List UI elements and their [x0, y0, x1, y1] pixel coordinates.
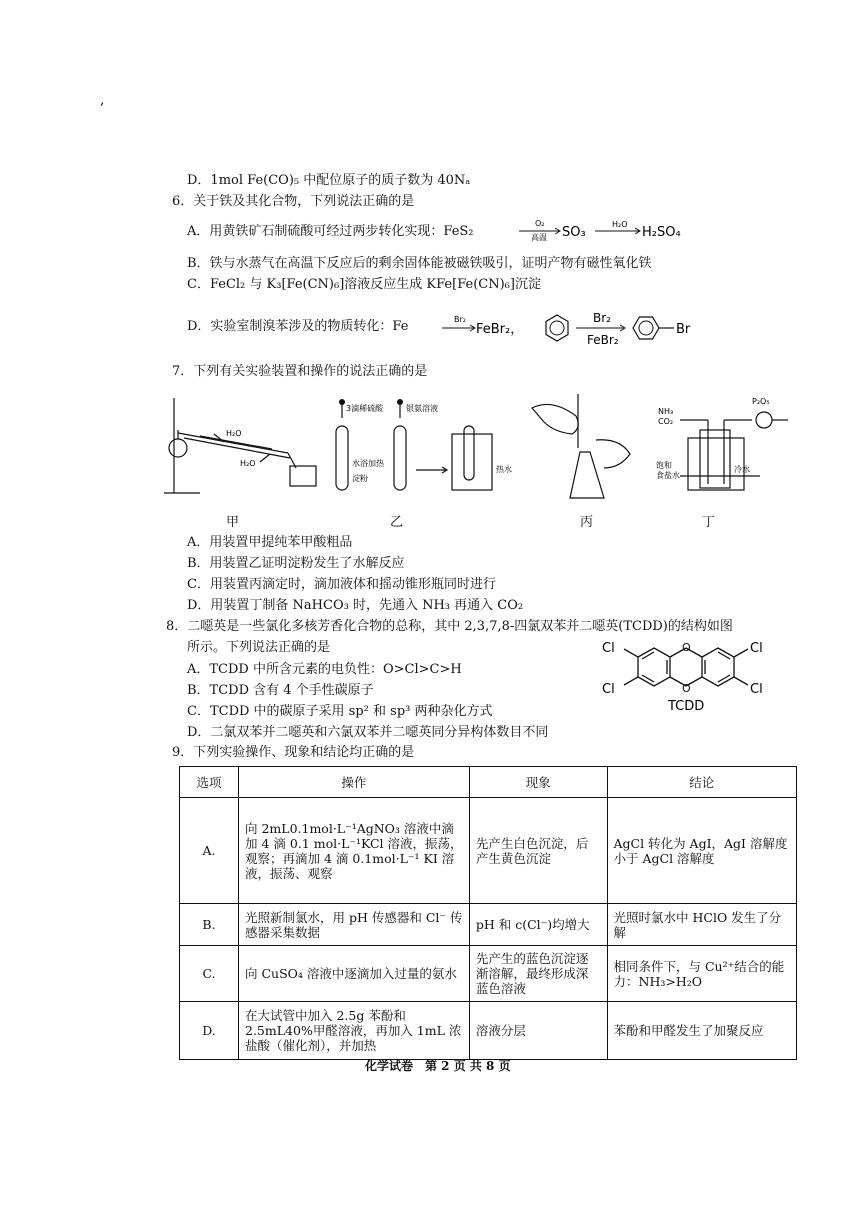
- tcdd-label: TCDD: [668, 699, 705, 714]
- ding-nh3: NH₃: [658, 407, 674, 416]
- q7-stem: 7．下列有关实验装置和操作的说法正确的是: [172, 364, 428, 379]
- cell-option: B.: [180, 904, 239, 946]
- d-arrow2-bottom: FeBr₂: [587, 333, 619, 347]
- ding-sat1: 饱和: [656, 461, 672, 470]
- cell-phenomenon: pH 和 c(Cl⁻)均增大: [469, 904, 607, 946]
- ding-cold-water: 冷水: [734, 465, 750, 474]
- bromobenzene-icon: [633, 317, 674, 339]
- svg-text:O: O: [682, 641, 691, 654]
- cl-4: Cl: [750, 682, 763, 697]
- dropper-icon-2: [397, 399, 403, 405]
- dropper-icon: [339, 399, 345, 405]
- ding-sat2: 食盐水: [656, 471, 680, 480]
- page-footer: 化学试卷 第 2 页 共 8 页: [365, 1059, 511, 1073]
- cell-conclusion: 苯酚和甲醛发生了加聚反应: [607, 1002, 796, 1060]
- cell-operation: 光照新制氯水，用 pH 传感器和 Cl⁻ 传感器采集数据: [239, 904, 470, 946]
- q8-option-d: D．二氯双苯并二噁英和六氯双苯并二噁英同分异构体数目不同: [187, 725, 549, 740]
- table-header-row: [180, 767, 797, 798]
- q6-option-a-text: A．用黄铁矿石制硫酸可经过两步转化实现：FeS₂: [187, 224, 474, 239]
- ding-co2: CO₂: [658, 417, 674, 426]
- q7-option-b: B．用装置乙证明淀粉发生了水解反应: [187, 556, 405, 571]
- q6-option-c: C．FeCl₂ 与 K₃[Fe(CN)₆]溶液反应生成 KFe[Fe(CN)₆]沉淀: [187, 277, 541, 292]
- d-arrow2-top: Br₂: [593, 311, 611, 325]
- label-jia: 甲: [226, 515, 240, 530]
- stray-mark: ,: [100, 92, 105, 108]
- tcdd-structure: [596, 636, 796, 716]
- yi-starch: 淀粉: [352, 474, 368, 483]
- svg-text:O: O: [682, 682, 691, 695]
- cell-operation: 在大试管中加入 2.5g 苯酚和 2.5mL40%甲醛溶液，再加入 1mL 浓盐酸（催化剂），并加热: [239, 1002, 470, 1060]
- arrow1-bottom: 高温: [531, 233, 547, 242]
- yi-water-bath: 水浴加热: [352, 459, 384, 468]
- label-yi: 乙: [390, 515, 404, 530]
- cell-phenomenon: 先产生的蓝色沉淀逐渐溶解，最终形成深蓝色溶液: [469, 946, 607, 1002]
- q7-option-d: D．用装置丁制备 NaHCO₃ 时，先通入 NH₃ 再通入 CO₂: [187, 598, 524, 613]
- q7-option-c: C．用装置丙滴定时，滴加液体和摇动锥形瓶同时进行: [187, 577, 496, 592]
- febr2: FeBr₂，: [476, 322, 524, 337]
- so3: SO₃: [562, 225, 586, 240]
- table-row: [180, 946, 797, 1002]
- cell-conclusion: AgCl 转化为 AgI，AgI 溶解度小于 AgCl 溶解度: [607, 798, 796, 904]
- table-row: [180, 798, 797, 904]
- h2so4: H₂SO₄: [642, 225, 681, 240]
- cl-3: Cl: [750, 641, 763, 656]
- q8-option-c: C．TCDD 中的碳原子采用 sp² 和 sp³ 两种杂化方式: [187, 704, 493, 719]
- q6-option-d-scheme: [440, 300, 720, 352]
- jia-h2o-top: H₂O: [226, 429, 242, 438]
- yi-silver-ammonia: 银氨溶液: [406, 404, 438, 413]
- d-arrow1-top: Br₂: [454, 315, 466, 324]
- cell-conclusion: 相同条件下，与 Cu²⁺结合的能力：NH₃>H₂O: [607, 946, 796, 1002]
- header-operation: 操作: [239, 767, 470, 798]
- cell-option: A.: [180, 798, 239, 904]
- cell-phenomenon: 先产生白色沉淀，后产生黄色沉淀: [469, 798, 607, 904]
- br-label: Br: [676, 322, 691, 337]
- apparatus-bing: [532, 394, 630, 498]
- cl-1: Cl: [602, 641, 615, 656]
- yi-dilute-acid: 3滴稀硫酸: [346, 404, 384, 413]
- header-phenomenon: 现象: [469, 767, 607, 798]
- q6-stem: 6．关于铁及其化合物，下列说法正确的是: [172, 194, 415, 209]
- cl-2: Cl: [602, 682, 615, 697]
- q8-stem-line2: 所示。下列说法正确的是: [187, 640, 331, 655]
- header-conclusion: 结论: [607, 767, 796, 798]
- q8-option-a: A．TCDD 中所含元素的电负性：O>Cl>C>H: [187, 662, 462, 677]
- q7-apparatus-figure: [160, 388, 800, 510]
- jia-h2o-bottom: H₂O: [240, 459, 256, 468]
- table-row: [180, 904, 797, 946]
- q6-option-d-text: D．实验室制溴苯涉及的物质转化：Fe: [187, 319, 409, 334]
- arrow1-top: O₂: [535, 219, 545, 228]
- q7-option-a: A．用装置甲提纯苯甲酸粗品: [187, 535, 353, 550]
- q6-option-a-arrows: [517, 216, 697, 250]
- benzene-icon: [546, 315, 568, 341]
- q6-option-b: B．铁与水蒸气在高温下反应后的剩余固体能被磁铁吸引，证明产物有磁性氧化铁: [187, 256, 652, 271]
- table-row: [180, 1002, 797, 1060]
- cell-option: C.: [180, 946, 239, 1002]
- ding-p2o5: P₂O₅: [752, 397, 770, 406]
- q9-table: [179, 766, 797, 1060]
- arrow2-top: H₂O: [612, 220, 628, 229]
- cell-operation: 向 2mL0.1mol·L⁻¹AgNO₃ 溶液中滴加 4 滴 0.1 mol·L⁻¹KCl 溶液，振荡，观察；再滴加 4 滴 0.1mol·L⁻¹ KI 溶液，振荡、观察: [239, 798, 470, 904]
- cell-conclusion: 光照时氯水中 HClO 发生了分解: [607, 904, 796, 946]
- q5-option-d: D．1mol Fe(CO)₅ 中配位原子的质子数为 40Nₐ: [187, 173, 471, 188]
- cell-option: D.: [180, 1002, 239, 1060]
- apparatus-ding: [680, 412, 788, 490]
- q9-stem: 9．下列实验操作、现象和结论均正确的是: [172, 745, 415, 760]
- label-bing: 丙: [580, 515, 594, 530]
- label-ding: 丁: [702, 515, 716, 530]
- apparatus-jia: [164, 398, 316, 493]
- q8-stem-line1: 8．二噁英是一些氯化多核芳香化合物的总称，其中 2,3,7,8-四氯双苯并二噁英(TCDD)的结构如图: [166, 619, 733, 634]
- yi-hot-water: 热水: [496, 465, 512, 474]
- cell-operation: 向 CuSO₄ 溶液中逐滴加入过量的氨水: [239, 946, 470, 1002]
- cell-phenomenon: 溶液分层: [469, 1002, 607, 1060]
- q8-option-b: B．TCDD 含有 4 个手性碳原子: [187, 683, 374, 698]
- header-option: 选项: [180, 767, 239, 798]
